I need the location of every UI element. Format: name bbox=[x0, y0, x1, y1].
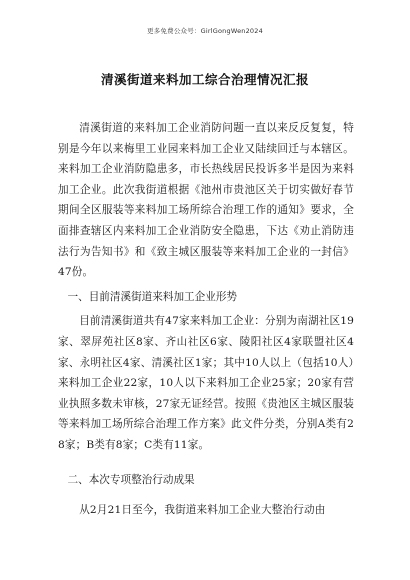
document-title: 清溪街道来料加工综合治理情况汇报 bbox=[100, 72, 309, 87]
section-heading-results: 二、本次专项整治行动成果 bbox=[67, 473, 195, 486]
section-heading-situation: 一、目前清溪街道来料加工企业形势 bbox=[67, 290, 238, 303]
paragraph-situation: 目前清溪街道共有47家来料加工企业：分别为南湖社区19家、翠屏苑社区8家、齐山社区6家、陵阳社区4家联盟社区4家、永明社区4家、清溪社区1家；其中10人以上（包括10人）来料加工企业22家，10人以下来料加工企业25家；20家有营业执照多数未审核，27家无证经营。按照《贵池区主城区服装等来料加工场所综合治理工作方案》此文件分类，分别A类有28家；B类有8家；C类有11家。 bbox=[58, 315, 354, 451]
header-note: 更多免费公众号：GirlGongWen2024 bbox=[147, 27, 263, 35]
document-body bbox=[58, 118, 354, 521]
paragraph-intro: 清溪街道的来料加工企业消防问题一直以来反反复复，特别是今年以来梅里工业园来料加工企业又陆续回迁与本辖区。来料加工企业消防隐患多，市长热线居民投诉多半是因为来料加工企业。此次我街道根据《池州市贵池区关于切实做好春节期间全区服装等来料加工场所综合治理工作的通知》要求，全面排查辖区内来料加工企业消防安全隐患，下达《劝止消防违法行为告知书》和《致主城区服装等来料加工企业的一封信》47份。 bbox=[58, 122, 354, 279]
paragraph-results: 从2月21日至今，我街道来料加工企业大整治行动由 bbox=[79, 504, 326, 517]
